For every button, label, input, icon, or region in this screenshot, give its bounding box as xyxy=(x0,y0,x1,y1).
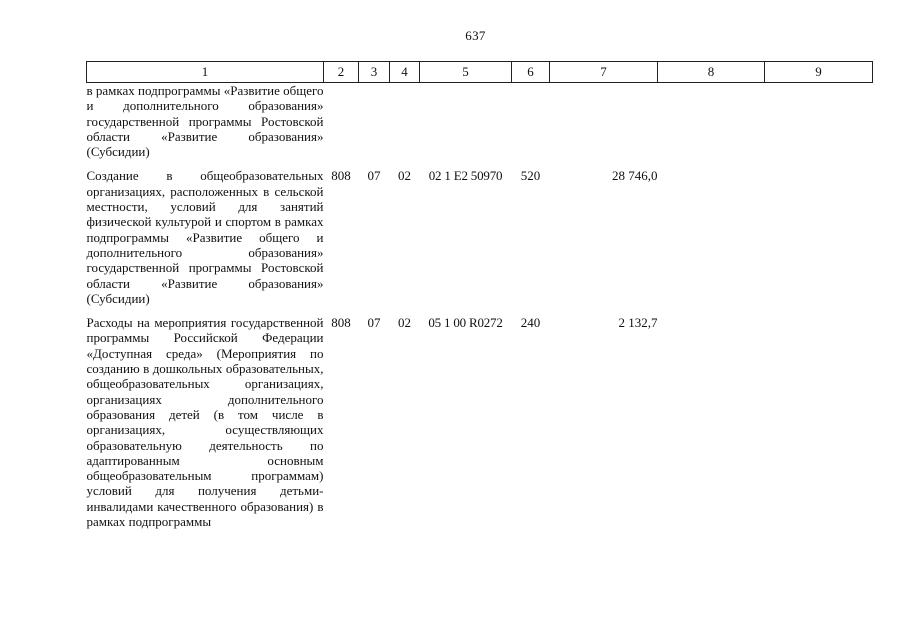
table-row xyxy=(87,315,873,529)
table-row xyxy=(87,83,873,169)
row-subsection: 02 xyxy=(398,168,411,184)
row-expense-type: 520 xyxy=(520,168,541,184)
row-grbs: 808 xyxy=(331,168,351,184)
table-header-row xyxy=(87,62,873,83)
row-section xyxy=(359,83,390,169)
budget-table xyxy=(86,61,873,529)
row-amount-2 xyxy=(658,168,765,315)
column-header-8: 8 xyxy=(658,62,765,83)
row-amount-1 xyxy=(550,83,658,169)
page-number: 637 xyxy=(465,28,486,43)
column-header-6: 6 xyxy=(512,62,550,83)
row-amount-2 xyxy=(658,315,765,529)
column-header-4: 4 xyxy=(390,62,420,83)
row-target-article xyxy=(420,83,512,169)
row-grbs xyxy=(324,83,359,169)
column-header-9: 9 xyxy=(765,62,873,83)
row-amount-2 xyxy=(658,83,765,169)
row-amount-1: 28 746,0 xyxy=(612,168,658,184)
column-header-2: 2 xyxy=(324,62,359,83)
column-header-5: 5 xyxy=(420,62,512,83)
row-target-article: 02 1 E2 50970 xyxy=(428,168,503,184)
row-subsection: 02 xyxy=(398,315,411,331)
table-row xyxy=(87,168,873,315)
row-amount-1: 2 132,7 xyxy=(618,315,658,331)
row-description: Создание в общеобразовательных организациях, расположенных в сельской местности, условий для занятий физической культурой и спортом в рамках подпрограммы «Развитие общего и дополнительного образования» государственной программы Ростовской области «Развитие образования» (Субсидии) xyxy=(86,168,324,306)
row-subsection xyxy=(390,83,420,169)
row-amount-3 xyxy=(765,83,873,169)
row-expense-type: 240 xyxy=(520,315,541,331)
row-section: 07 xyxy=(367,168,381,184)
budget-table-container xyxy=(86,61,873,529)
column-header-7: 7 xyxy=(550,62,658,83)
row-description: Расходы на мероприятия государственной программы Российской Федерации «Доступная среда» (Мероприятия по созданию в дошкольных образовательных, общеобразовательных организациях, организациях дополнительного образования детей (в том числе в организациях, осуществляющих образовательную деятельность по адаптированным основным общеобразовательным программам) условий для получения детьми-инвалидами качественного образования) в рамках подпрограммы xyxy=(86,315,324,530)
row-description: в рамках подпрограммы «Развитие общего и дополнительного образования» государственной программы Ростовской области «Развитие образования» (Субсидии) xyxy=(86,83,324,160)
row-expense-type xyxy=(512,83,550,169)
row-amount-3 xyxy=(765,315,873,529)
row-section: 07 xyxy=(367,315,381,331)
column-header-3: 3 xyxy=(359,62,390,83)
row-grbs: 808 xyxy=(331,315,351,331)
column-header-1: 1 xyxy=(87,62,324,83)
row-target-article: 05 1 00 R0272 xyxy=(428,315,503,331)
row-amount-3 xyxy=(765,168,873,315)
